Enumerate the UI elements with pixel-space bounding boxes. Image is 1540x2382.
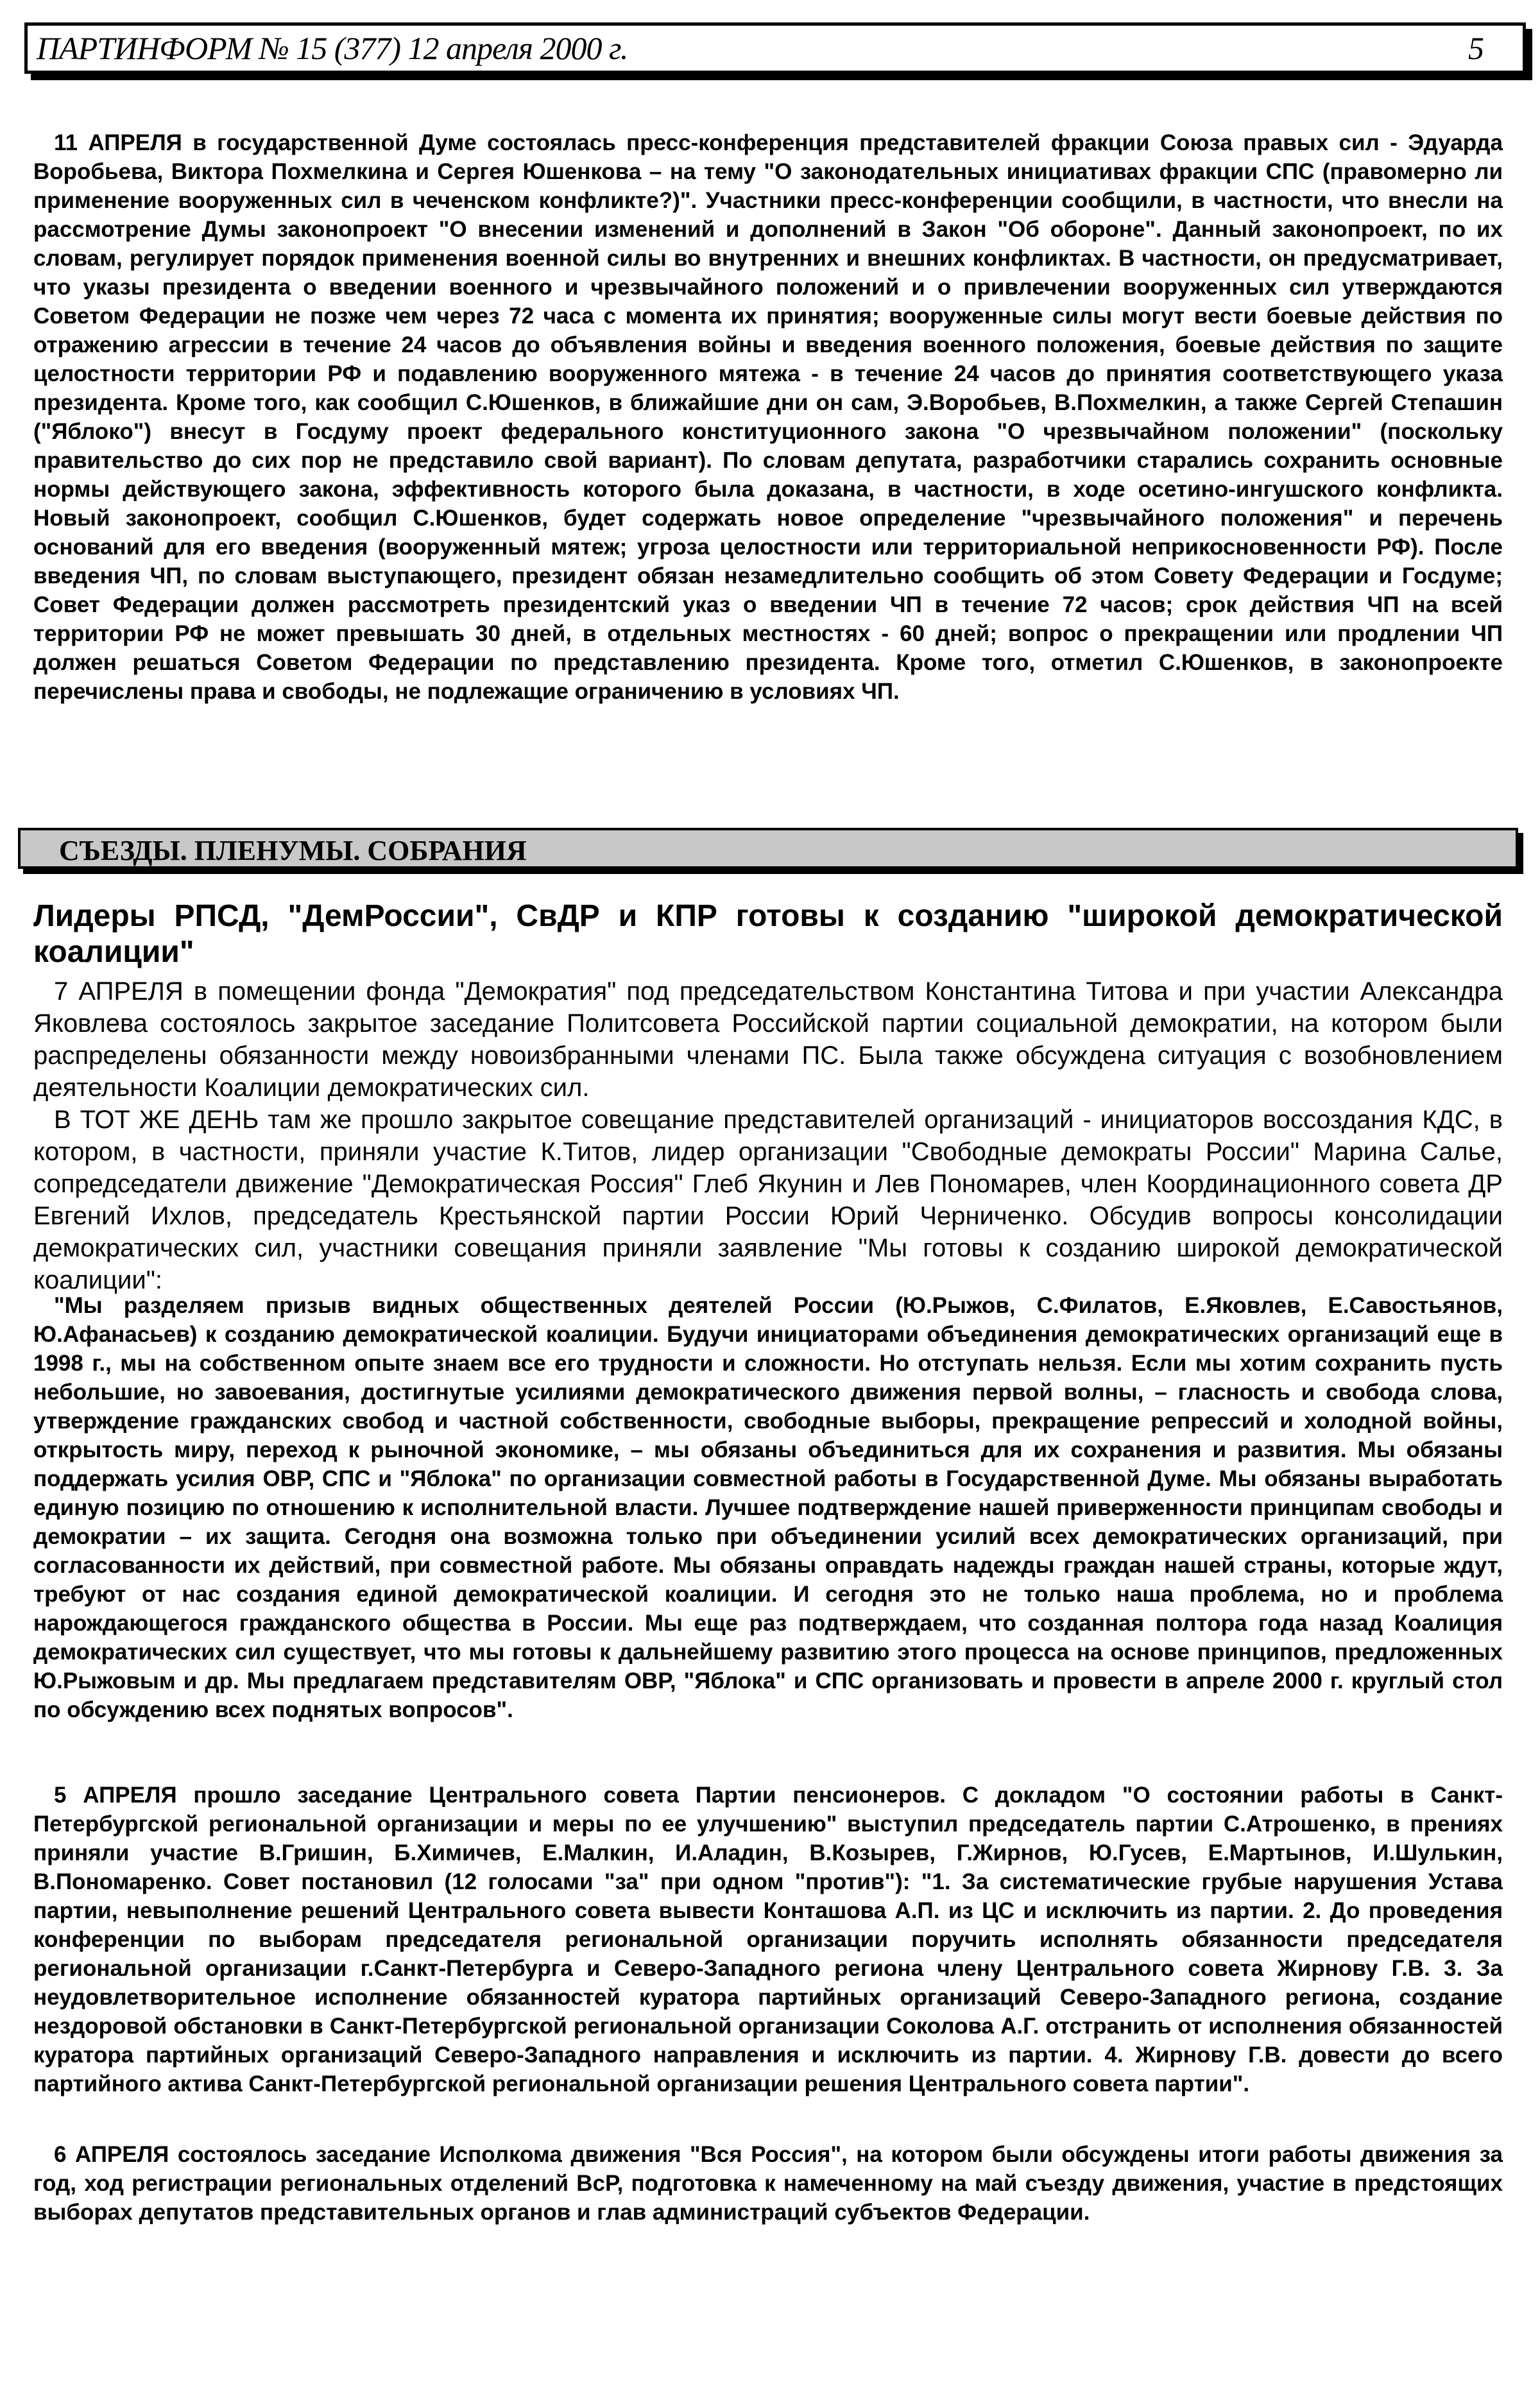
article-paragraph-kds: В ТОТ ЖЕ ДЕНЬ там же прошло закрытое совещание представителей организаций - инициаторов воссоздания КДС, в котором, в частности, приняли участие К.Титов, лидер организации "Свободные демократы России" Марина Салье, сопредседатели движение "Демократическая Россия" Глеб Якунин и Лев Пономарев, член Координационного совета ДР Евгений Ихлов, председатель Крестьянской партии России Юрий Черниченко. Обсудив вопросы консолидации демократических сил, участники совещания приняли заявление "Мы готовы к созданию широкой демократической коалиции": [33,1106,1503,1294]
page-number: 5 [1468,30,1484,66]
section-title: СЪЕЗДЫ. ПЛЕНУМЫ. СОБРАНИЯ [59,835,527,866]
statement-quote: "Мы разделяем призыв видных общественных деятелей России (Ю.Рыжов, С.Филатов, Е.Яковлев, Е.Савостьянов, Ю.Афанасьев) к созданию демократической коалиции. Будучи инициаторами объединения демократических организаций еще в 1998 г., мы на собственном опыте знаем все его трудности и сложности. Но отступать нельзя. Если мы хотим сохранить пусть небольшие, но завоевания, достигнутые усилиями демократического движения первой волны, – гласность и свобода слова, утверждение гражданских свобод и частной собственности, свободные выборы, прекращение репрессий и холодной войны, открытость миру, переход к рыночной экономике, – мы обязаны объединиться для их сохранения и развития. Мы обязаны поддержать усилия ОВР, СПС и "Яблока" по организации совместной работы в Государственной Думе. Мы обязаны выработать единую позицию по отношению к исполнительной власти. Лучшее подтверждение нашей приверженности принципам свободы и демократии – их защита. Сегодня она возможна только при объединении усилий всех демократических организаций, при согласованности их действий, при совместной работе. Мы обязаны оправдать надежды граждан нашей страны, которые ждут, требуют от нас создания единой демократической коалиции. И сегодня это не только наша проблема, но и проблема нарождающегося гражданского общества в России. Мы еще раз подтверждаем, что созданная полтора года назад Коалиция демократических сил существует, что мы готовы к дальнейшему развитию этого процесса на основе принципов, предложенных Ю.Рыжовым и др. Мы предлагаем представителям ОВР, "Яблока" и СПС организовать и провести в апреле 2000 г. круглый стол по обсуждению всех поднятых вопросов". [33,1293,1503,1722]
section-header [18,828,1518,869]
article-vsya-rossiya: 6 АПРЕЛЯ состоялось заседание Исполкома движения "Вся Россия", на котором были обсуждены итоги работы движения за год, ход регистрации региональных отделений ВсР, подготовка к намеченному на май съезду движения, участие в предстоящих выборах депутатов представительных органов и глав администраций субъектов Федерации. [33,2142,1503,2225]
page-header [24,22,1526,74]
publication-title: ПАРТИНФОРМ № 15 (377) 12 апреля 2000 г. [37,30,628,66]
article-headline: Лидеры РПСД, "ДемРоссии", СвДР и КПР готовы к созданию "широкой демократической коалиции" [33,899,1503,969]
article-paragraph-rpsd: 7 АПРЕЛЯ в помещении фонда "Демократия" под председательством Константина Титова и при участии Александра Яковлева состоялось закрытое заседание Политсовета Российской партии социальной демократии, на котором были распределены обязанности между новоизбранными членами ПС. Была также обсуждена ситуация с возобновлением деятельности Коалиции демократических сил. [33,977,1503,1102]
article-pensioners-party: 5 АПРЕЛЯ прошло заседание Центрального совета Партии пенсионеров. С докладом "О состоянии работы в Санкт-Петербургской региональной организации и меры по ее улучшению" выступил председатель партии С.Атрошенко, в прениях приняли участие В.Гришин, Б.Химичев, Е.Малкин, И.Аладин, В.Козырев, Г.Жирнов, Ю.Гусев, Е.Мартынов, И.Шулькин, В.Пономаренко. Совет постановил (12 голосами "за" при одном "против"): "1. За систематические грубые нарушения Устава партии, невыполнение решений Центрального совета вывести Конташова А.П. из ЦС и исключить из партии. 2. До проведения конференции по выборам председателя региональной организации поручить исполнять обязанности председателя региональной организации г.Санкт-Петербурга и Северо-Западного региона члену Центрального совета Жирнову Г.В. 3. За неудовлетворительное исполнение обязанностей куратора партийных организаций Северо-Западного региона, создание нездоровой обстановки в Санкт-Петербургской региональной организации Соколова А.Г. отстранить от исполнения обязанностей куратора партийных организаций Северо-Западного направления и исключить из партии. 4. Жирнову Г.В. довести до всего партийного актива Санкт-Петербургской региональной организации решения Центрального совета партии". [33,1783,1503,2096]
article-duma-press-conference: 11 АПРЕЛЯ в государственной Думе состоялась пресс-конференция представителей фракции Союза правых сил - Эдуарда Воробьева, Виктора Похмелкина и Сергея Юшенкова – на тему "О законодательных инициативах фракции СПС (правомерно ли применение вооруженных сил в чеченском конфликте?)". Участники пресс-конференции сообщили, в частности, что внесли на рассмотрение Думы законопроект "О внесении изменений и дополнений в Закон "Об обороне". Данный законопроект, по их словам, регулирует порядок применения военной силы во внутренних и внешних конфликтах. В частности, он предусматривает, что указы президента о введении военного и чрезвычайного положений и о привлечении вооруженных сил утверждаются Советом Федерации не позже чем через 72 часа с момента их принятия; вооруженные силы могут вести боевые действия по отражению агрессии в течение 24 часов до объявления войны и введения военного положения, боевые действия по защите целостности территории РФ и подавлению вооруженного мятежа - в течение 24 часов до принятия соответствующего указа президента. Кроме того, как сообщил С.Юшенков, в ближайшие дни он сам, Э.Воробьев, В.Похмелкин, а также Сергей Степашин ("Яблоко") внесут в Госдуму проект федерального конституционного закона "О чрезвычайном положении" (поскольку правительство до сих пор не представило свой вариант). По словам депутата, разработчики старались сохранить основные нормы действующего закона, эффективность которого была доказана, в частности, в ходе осетино-ингушского конфликта. Новый законопроект, сообщил С.Юшенков, будет содержать новое определение "чрезвычайного положения" и перечень оснований для его введения (вооруженный мятеж; угроза целостности или территориальной неприкосновенности РФ). После введения ЧП, по словам выступающего, президент обязан незамедлительно сообщить об этом Совету Федерации и Госдуме; Совет Федерации должен рассмотреть президентский указ о введении ЧП в течение 72 часов; срок действия ЧП на всей территории РФ не может превышать 30 дней, в отдельных местностях - 60 дней; вопрос о прекращении или продлении ЧП должен решаться Советом Федерации по представлению президента. Кроме того, отметил С.Юшенков, в законопроекте перечислены права и свободы, не подлежащие ограничению в условиях ЧП. [33,130,1503,704]
